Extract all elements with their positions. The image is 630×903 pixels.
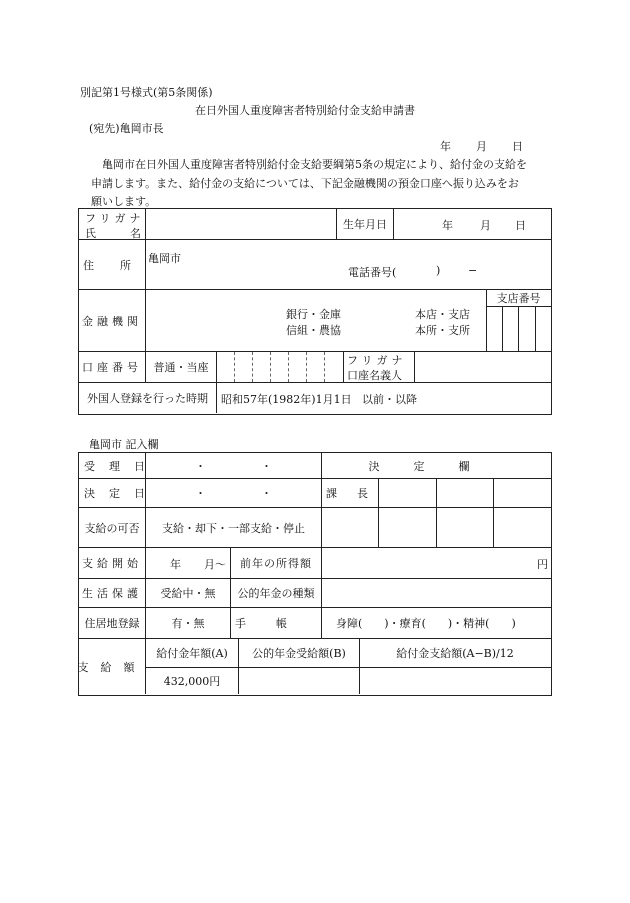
decision-header: 決定欄 bbox=[368, 459, 504, 473]
birth-day: 日 bbox=[515, 219, 526, 232]
branch-no-label: 支店番号 bbox=[496, 292, 541, 305]
decided-label: 決定日 bbox=[84, 487, 159, 500]
monthly-label: 給付金支給額(A−B)/12 bbox=[396, 647, 514, 660]
addressee: (宛先)亀岡市長 bbox=[89, 122, 164, 135]
registration-choice: 以前・以降 bbox=[362, 393, 417, 406]
residence-label: 住居地登録 bbox=[84, 617, 140, 630]
chief-label: 課長 bbox=[326, 487, 388, 500]
holder-label: 口座名義人 bbox=[347, 369, 402, 382]
holder-furigana-label: フリガナ bbox=[347, 354, 407, 367]
registration-label: 外国人登録を行った時期 bbox=[87, 392, 208, 405]
welfare-value: 受給中・無 bbox=[160, 587, 216, 600]
decided-date-dots: ・ ・ bbox=[195, 487, 272, 500]
annual-value: 432,000円 bbox=[163, 675, 221, 688]
address-value: 亀岡市 bbox=[148, 252, 181, 265]
office-section-title: 亀岡市 記入欄 bbox=[89, 438, 159, 451]
bank-type-2: 信組・農協 bbox=[286, 324, 341, 337]
form-number: 別記第1号様式(第5条関係) bbox=[80, 86, 213, 99]
address-label: 住所 bbox=[83, 258, 157, 272]
handbook-label: 手帳 bbox=[235, 617, 317, 630]
pension-amount-label: 公的年金受給額(B) bbox=[252, 647, 346, 660]
branch-type-2: 本所・支所 bbox=[415, 324, 470, 337]
start-label: 支給開始 bbox=[82, 557, 142, 570]
account-type: 普通・当座 bbox=[153, 361, 209, 374]
furigana-label: フリガナ bbox=[85, 212, 145, 225]
handbook-value: 身障( )・療育( )・精神( ) bbox=[336, 617, 516, 630]
registration-date: 昭和57年(1982年)1月1日 bbox=[221, 393, 352, 406]
received-date-dots: ・ ・ bbox=[195, 459, 272, 473]
phone-label: 電話番号( bbox=[348, 266, 397, 279]
form-title: 在日外国人重度障害者特別給付金支給申請書 bbox=[195, 104, 415, 117]
name-label: 氏名 bbox=[85, 227, 175, 240]
approval-label: 支給の可否 bbox=[84, 521, 140, 535]
date-day: 日 bbox=[512, 140, 523, 153]
income-yen: 円 bbox=[537, 558, 548, 571]
date-year: 年 bbox=[440, 140, 451, 153]
phone-dash: − bbox=[468, 264, 478, 277]
account-label: 口座番号 bbox=[82, 361, 142, 374]
branch-type-1: 本店・支店 bbox=[415, 308, 470, 321]
annual-label: 給付金年額(A) bbox=[156, 647, 228, 660]
birth-month: 月 bbox=[480, 219, 491, 232]
income-label: 前年の所得額 bbox=[240, 557, 312, 570]
date-month: 月 bbox=[476, 140, 487, 153]
pension-type-label: 公的年金の種類 bbox=[237, 587, 315, 600]
phone-close: ) bbox=[436, 264, 441, 277]
bank-label: 金融機関 bbox=[82, 314, 142, 328]
body-line-1: 亀岡市在日外国人重度障害者特別給付金支給要綱第5条の規定により、給付金の支給を bbox=[102, 158, 527, 171]
start-month: 月〜 bbox=[204, 558, 226, 571]
amount-label: 支給額 bbox=[77, 660, 147, 674]
birth-year: 年 bbox=[442, 219, 453, 232]
start-year: 年 bbox=[170, 558, 181, 571]
body-line-2: 申請します。また、給付金の支給については、下記金融機関の預金口座へ振り込みをお bbox=[91, 177, 519, 190]
body-line-3: 願いします。 bbox=[91, 195, 157, 208]
received-label: 受理日 bbox=[84, 459, 159, 473]
welfare-label: 生活保護 bbox=[82, 587, 142, 600]
residence-value: 有・無 bbox=[171, 617, 205, 630]
birth-label: 生年月日 bbox=[343, 218, 387, 231]
approval-options: 支給・却下・一部支給・停止 bbox=[162, 521, 305, 535]
bank-type-1: 銀行・金庫 bbox=[286, 308, 341, 321]
